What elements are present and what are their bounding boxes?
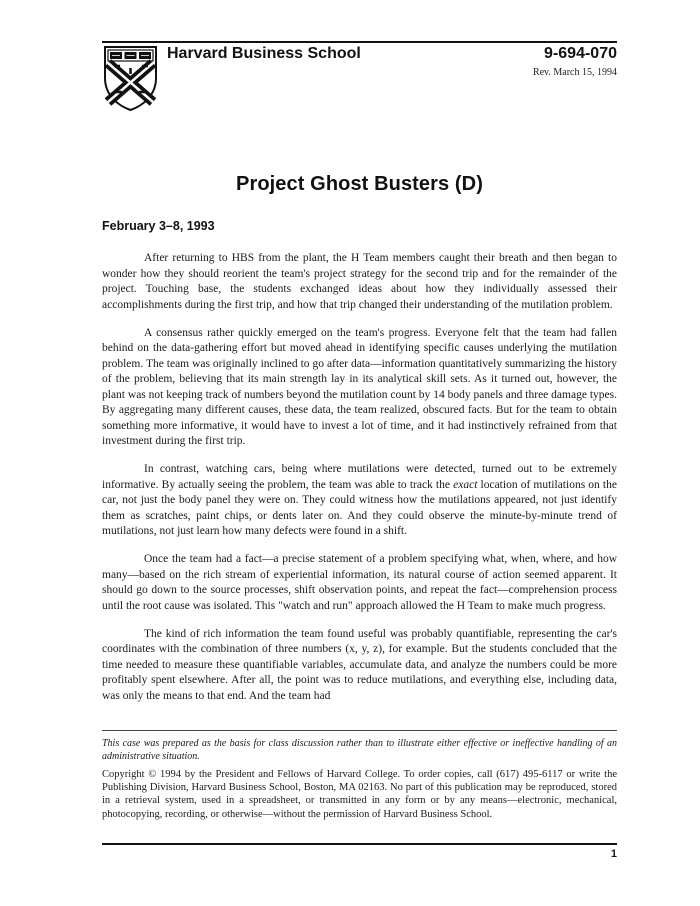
paragraph-text: In contrast, watching cars, being where mutilations were detected, turned out to be extremely informative. By actually seeing the problem, the team was able to track the (102, 463, 617, 491)
paragraph-text: location of mutilations on the car, not just the body panel they were on. They could witness how the mutilations appeared, not just identify them as scratches, paint chips, or dents later on. And they could observe the minute-by-minute trend of mutilations, not just learn how many defects were found in a shift. (102, 478, 617, 537)
page-number: 1 (610, 848, 617, 860)
header-rule (102, 41, 617, 43)
hbs-shield-icon (102, 44, 159, 112)
date-heading: February 3–8, 1993 (102, 219, 215, 233)
school-name: Harvard Business School (167, 45, 361, 62)
emphasized-word: exact (453, 478, 478, 491)
body-paragraph: After returning to HBS from the plant, the H Team members caught their breath and then began to wonder how they should reorient the team's project strategy for the second trip and for the remainder of the project. Touching base, the students exchanged ideas about how they individually assessed their accomplishments during the first trip, and how that trip changed their understanding of the mutilation problem. (102, 252, 617, 311)
copyright-notice: Copyright © 1994 by the President and Fellows of Harvard College. To order copies, call (617) 495-6117 or write the Publishing Division, Harvard Business School, Boston, MA 02163. No part of this publication may be reproduced, stored in a retrieval system, used in a spreadsheet, or transmitted in any form or by any means—electronic, mechanical, photocopying, recording, or otherwise—without the permission of Harvard Business School. (102, 769, 617, 820)
revision-date: Rev. March 15, 1994 (532, 67, 617, 78)
footer-rule (102, 843, 617, 845)
case-number: 9-694-070 (544, 45, 617, 62)
body-paragraph (102, 462, 617, 540)
case-body (102, 251, 617, 717)
document-title: Project Ghost Busters (D) (236, 173, 483, 195)
body-paragraph: The kind of rich information the team found useful was probably quantifiable, representing the car's coordinates with the combination of three numbers (x, y, z), for example. But the students concluded that the time needed to measure these quantifiable variables, accumulate data, and analyze the numbers could be more profitably spent elsewhere. After all, the point was to reduce mutilations, and everything else, including data, was only the means to that end. And the team had (102, 627, 617, 702)
footnote-rule (102, 730, 617, 731)
case-disclaimer: This case was prepared as the basis for class discussion rather than to illustrate either effective or ineffective handling of an administrative situation. (102, 738, 617, 762)
body-paragraph: A consensus rather quickly emerged on the team's progress. Everyone felt that the team had fallen behind on the data-gathering effort but moved ahead in identifying specific causes underlying the mutilation problem. The team was originally inclined to go after data—information quantitatively summarizing the history of the problem, believing that its main strength lay in its analytical skill sets. As it turned out, however, the plant was not keeping track of numbers beyond the mutilation count by 14 body panels and three damage types. By aggregating many different causes, these data, the team realized, obscured facts. But for the team to obtain something more informative, it would have to invest a lot of time, and it had instinctively refrained from that investment during the first trip. (102, 326, 617, 447)
body-paragraph: Once the team had a fact—a precise statement of a problem specifying what, when, where, and how many—based on the rich stream of experiential information, its natural course of action seemed apparent. It should go down to the source processes, shift observation points, and repeat the fact—comprehension process until the root cause was isolated. This "watch and run" approach allowed the H Team to make much progress. (102, 553, 617, 612)
